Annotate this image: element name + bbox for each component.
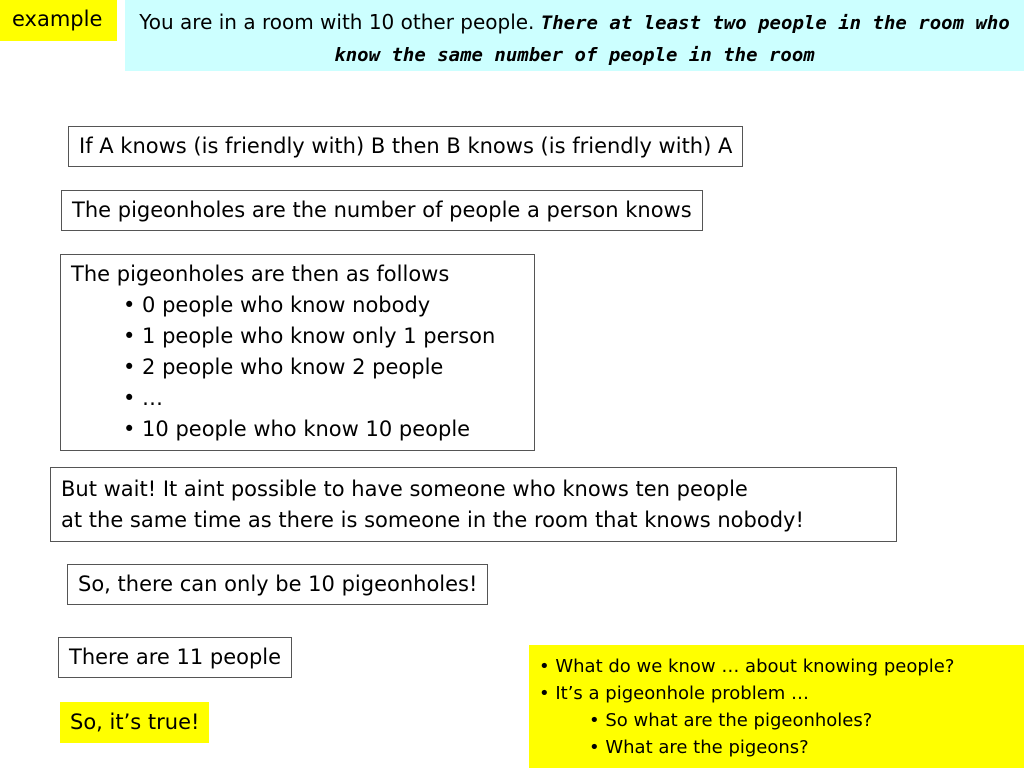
but-wait-line-2: at the same time as there is someone in the room that knows nobody! [61,508,804,532]
list-item: • 1 people who know only 1 person [123,324,496,348]
but-wait-box [50,467,897,542]
example-tag: example [0,0,117,41]
list-item: • 10 people who know 10 people [123,417,471,441]
only-ten-pigeonholes-box: So, there can only be 10 pigeonholes! [67,564,488,605]
conclusion-box: So, it’s true! [60,702,209,743]
list-item: • 2 people who know 2 people [123,355,444,379]
but-wait-line-1: But wait! It aint possible to have someone who knows ten people [61,477,748,501]
eleven-people-box: There are 11 people [58,637,292,678]
list-item: • … [123,386,164,410]
pigeonholes-list-title: The pigeonholes are then as follows [71,262,450,286]
problem-banner [125,0,1024,71]
questions-box [529,645,1024,768]
banner-claim-text: There at least two people in the room who know the same number of people in the room [334,12,1010,66]
pigeonholes-definition-box: The pigeonholes are the number of people a person knows [61,190,703,231]
banner-plain-text: You are in a room with 10 other people. [139,10,541,34]
list-item: • 0 people who know nobody [123,293,431,317]
symmetry-box: If A knows (is friendly with) B then B knows (is friendly with) A [68,126,743,167]
question-item: • What do we know … about knowing people? [539,656,955,677]
question-subitem: • What are the pigeons? [589,737,809,758]
question-subitem: • So what are the pigeonholes? [589,710,873,731]
pigeonholes-list [71,290,524,445]
question-item: • It’s a pigeonhole problem … [539,683,810,704]
pigeonholes-list-box [60,254,535,451]
